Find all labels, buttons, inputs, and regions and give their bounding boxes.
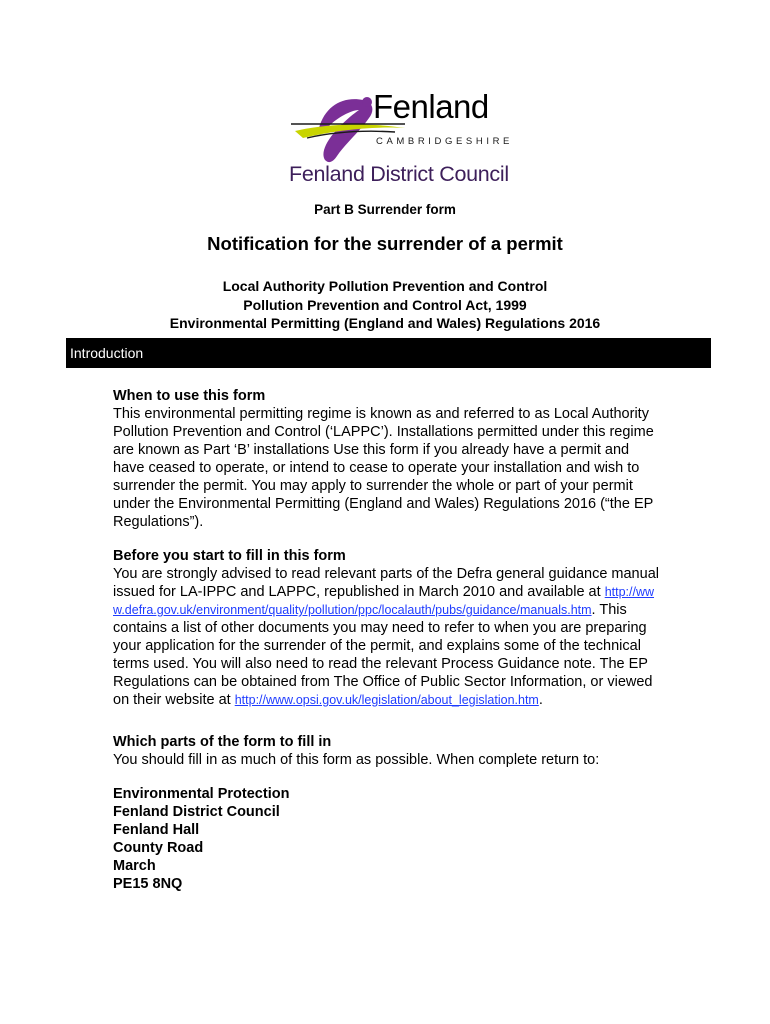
introduction-section-bar — [66, 338, 711, 368]
before-body-text-1: You are strongly advised to read relevant parts of the Defra general guidance manual issued for LA-IPPC and LAPPC, republished in March 2010 and available at — [113, 566, 659, 600]
part-title: Part B Surrender form — [314, 202, 456, 217]
when-heading: When to use this form — [113, 388, 266, 404]
fenland-logo — [285, 88, 513, 190]
logo-subtitle: CAMBRIDGESHIRE — [376, 136, 513, 147]
before-body-text-2: . This contains a list of other documents you may need to refer to when you are preparing your application for the surrender of the permit, and explains some of the technical terms used. You will also need to read the relevant Process Guidance note. The EP Regulations can be obtained from The Office of Public Sector Information, or viewed on their website at — [113, 602, 653, 708]
before-body — [113, 565, 663, 709]
which-heading: Which parts of the form to fill in — [113, 734, 332, 750]
address-line: County Road — [113, 840, 204, 856]
legislation-line: Environmental Permitting (England and Wales) Regulations 2016 — [169, 315, 601, 331]
legislation-line: Pollution Prevention and Control Act, 1999 — [243, 296, 527, 313]
legislation-block — [0, 277, 770, 333]
page-title: Notification for the surrender of a permit — [207, 233, 563, 254]
return-address — [113, 785, 663, 893]
address-line: Fenland District Council — [113, 804, 280, 820]
before-heading: Before you start to fill in this form — [113, 548, 346, 564]
which-body: You should fill in as much of this form as possible. When complete return to: — [113, 752, 600, 768]
address-line: PE15 8NQ — [113, 876, 183, 892]
before-body-text-3: . — [538, 692, 543, 708]
introduction-label: Introduction — [70, 345, 144, 361]
legislation-line: Local Authority Pollution Prevention and Control — [222, 278, 548, 294]
introduction-content — [113, 387, 663, 893]
opsi-legislation-link[interactable]: http://www.opsi.gov.uk/legislation/about_legislation.htm — [234, 693, 539, 707]
address-line: March — [113, 858, 156, 874]
logo-council-name: Fenland District Council — [289, 162, 509, 186]
logo-wordmark: Fenland — [373, 88, 489, 125]
when-body: This environmental permitting regime is known as and referred to as Local Authority Pollution Prevention and Control (‘LAPPC’). Installations permitted under this regime are known as Part ‘B’ installations Use this form if you already have a permit and have ceased to operate, or intend to cease to operate your installation and wish to surrender the permit. You may apply to surrender the whole or part of your permit under the Environmental Permitting (England and Wales) Regulations 2016 (“the EP Regulations”). — [113, 406, 654, 530]
defra-guidance-link[interactable]: http://www.defra.gov.uk/environment/quality/pollution/ppc/localauth/pubs/guidance/manuals.htm — [113, 585, 655, 617]
address-line: Environmental Protection — [113, 786, 290, 802]
address-line: Fenland Hall — [113, 822, 200, 838]
